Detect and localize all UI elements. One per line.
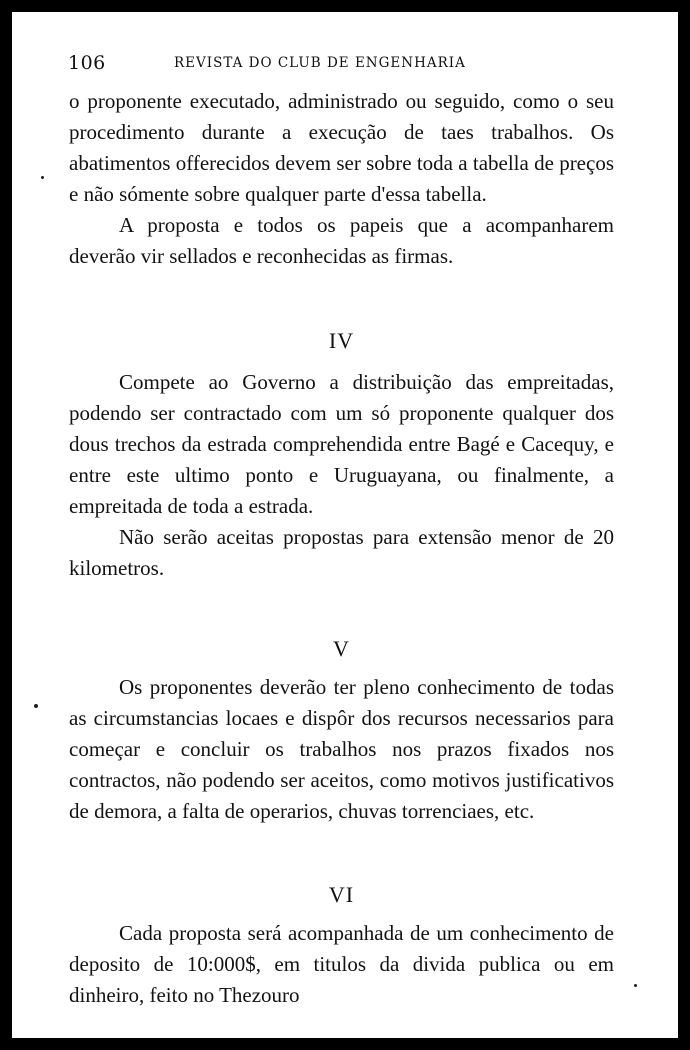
section-heading-vi: VI: [328, 882, 355, 907]
paragraph-local-knowledge: Os proponentes deverão ter pleno conhecimento de todas as circumstancias locaes e dispôr dos recursos necessarios para começar e concluir os trabalhos nos prazos fixados nos contractos, não podendo ser aceitos, como motivos justificativos de demora, a falta de operarios, chuvas torrenciaes, etc.: [69, 675, 614, 823]
running-title: REVISTA DO CLUB DE ENGENHARIA: [174, 55, 466, 71]
print-speck: [41, 176, 44, 179]
paragraph-deposit: Cada proposta será acompanhada de um conhecimento de deposito de 10:000$, em titulos da divida publica ou em dinheiro, feito no Thezouro: [69, 921, 614, 1007]
section-iii-continuation: [69, 86, 614, 272]
paragraph-proposal-stamps: A proposta e todos os papeis que a acompanharem deverão vir sellados e reconhecidas as firmas.: [69, 213, 614, 268]
paragraph-opening: o proponente executado, administrado ou seguido, como o seu procedimento durante a execução de taes trabalhos. Os abatimentos offerecidos devem ser sobre toda a tabella de preços e não sómente sobre qualquer parte d'essa tabella.: [69, 89, 614, 206]
paragraph-minimum-extension: Não serão aceitas propostas para extensão menor de 20 kilometros.: [69, 525, 614, 580]
print-speck: [634, 984, 637, 987]
page-number: 106: [68, 52, 106, 74]
section-heading-v: V: [333, 636, 350, 661]
print-speck: [34, 704, 38, 708]
page-header: [68, 52, 628, 76]
book-page: [12, 12, 678, 1038]
section-heading-iv: IV: [328, 328, 355, 353]
paragraph-distribution: Compete ao Governo a distribuição das empreitadas, podendo ser contractado com um só proponente qualquer dos dous trechos da estrada comprehendida entre Bagé e Cacequy, e entre este ultimo ponto e Uruguayana, ou finalmente, a empreitada de toda a estrada.: [69, 370, 614, 518]
section-v-body: [69, 672, 614, 827]
section-vi-body: [69, 918, 614, 1011]
section-iv-body: [69, 367, 614, 584]
